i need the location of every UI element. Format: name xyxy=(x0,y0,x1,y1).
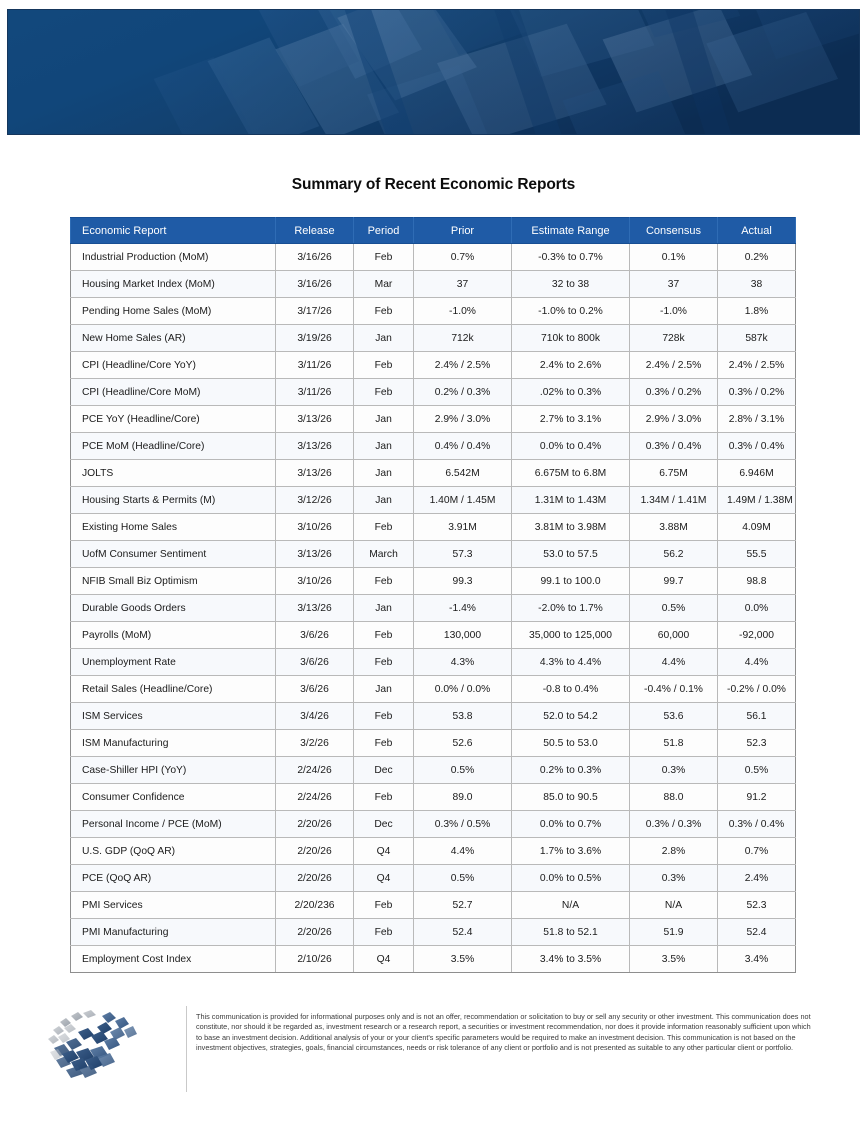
cell-report: PMI Manufacturing xyxy=(71,919,276,946)
cell-release: 2/20/26 xyxy=(276,838,354,865)
cell-period: Feb xyxy=(354,730,414,757)
cell-period: Jan xyxy=(354,325,414,352)
cell-period: Dec xyxy=(354,757,414,784)
disclaimer-text: This communication is provided for informational purposes only and is not an offer, recommendation or solicitation to buy or sell any security or other investment. This communication does not constitute, nor should it be regarded as, investment research or a research report, a securities or investment recommendation, nor does it provide information reasonably sufficient upon which to base an investment decision. Additional analysis of your or your client's specific parameters would be required to make an investment decision. This communication is not based on the investment objectives, strategies, goals, financial circumstances, needs or risk tolerance of any client or portfolio and is not presented as suitable to any other particular client or portfolio. xyxy=(196,1012,811,1053)
table-row xyxy=(71,271,796,298)
table-row xyxy=(71,325,796,352)
cell-estimate: -1.0% to 0.2% xyxy=(512,298,630,325)
cell-estimate: 0.0% to 0.7% xyxy=(512,811,630,838)
cell-consensus: -0.4% / 0.1% xyxy=(630,676,718,703)
table-row xyxy=(71,379,796,406)
table-body xyxy=(71,244,796,973)
cell-release: 2/20/26 xyxy=(276,865,354,892)
cell-consensus: 4.4% xyxy=(630,649,718,676)
cell-report: UofM Consumer Sentiment xyxy=(71,541,276,568)
cell-consensus: 0.1% xyxy=(630,244,718,271)
cell-actual: 1.49M / 1.38M xyxy=(718,487,796,514)
cell-estimate: 6.675M to 6.8M xyxy=(512,460,630,487)
cell-release: 3/13/26 xyxy=(276,406,354,433)
cell-consensus: 0.3% / 0.3% xyxy=(630,811,718,838)
cell-estimate: 1.31M to 1.43M xyxy=(512,487,630,514)
cell-estimate: -0.8 to 0.4% xyxy=(512,676,630,703)
cell-release: 3/17/26 xyxy=(276,298,354,325)
cell-period: Jan xyxy=(354,595,414,622)
cell-period: Jan xyxy=(354,433,414,460)
cell-prior: 0.5% xyxy=(414,757,512,784)
table-row xyxy=(71,892,796,919)
table-row xyxy=(71,244,796,271)
cell-actual: 2.4% xyxy=(718,865,796,892)
cell-report: CPI (Headline/Core MoM) xyxy=(71,379,276,406)
cell-actual: 3.4% xyxy=(718,946,796,973)
cell-report: CPI (Headline/Core YoY) xyxy=(71,352,276,379)
table-row xyxy=(71,433,796,460)
cell-estimate: 4.3% to 4.4% xyxy=(512,649,630,676)
cell-consensus: 0.5% xyxy=(630,595,718,622)
table-row xyxy=(71,487,796,514)
cell-estimate: 50.5 to 53.0 xyxy=(512,730,630,757)
banner-graphic-icon xyxy=(8,10,859,134)
cell-consensus: 56.2 xyxy=(630,541,718,568)
cell-prior: 99.3 xyxy=(414,568,512,595)
cell-actual: 0.3% / 0.4% xyxy=(718,811,796,838)
cell-prior: -1.4% xyxy=(414,595,512,622)
cell-period: Jan xyxy=(354,676,414,703)
page-footer xyxy=(0,1000,867,1100)
cell-actual: 0.3% / 0.4% xyxy=(718,433,796,460)
cell-consensus: 3.5% xyxy=(630,946,718,973)
cell-consensus: 6.75M xyxy=(630,460,718,487)
cell-report: Pending Home Sales (MoM) xyxy=(71,298,276,325)
cell-prior: 2.9% / 3.0% xyxy=(414,406,512,433)
cell-report: Industrial Production (MoM) xyxy=(71,244,276,271)
cell-release: 2/24/26 xyxy=(276,784,354,811)
column-header-period: Period xyxy=(354,218,414,244)
cell-consensus: 2.4% / 2.5% xyxy=(630,352,718,379)
cell-estimate: -2.0% to 1.7% xyxy=(512,595,630,622)
cell-estimate: 3.4% to 3.5% xyxy=(512,946,630,973)
cell-prior: 3.5% xyxy=(414,946,512,973)
cell-actual: 98.8 xyxy=(718,568,796,595)
cell-consensus: 2.8% xyxy=(630,838,718,865)
cell-release: 3/6/26 xyxy=(276,649,354,676)
cell-period: Feb xyxy=(354,649,414,676)
cell-release: 3/11/26 xyxy=(276,379,354,406)
cell-release: 3/4/26 xyxy=(276,703,354,730)
cell-estimate: 35,000 to 125,000 xyxy=(512,622,630,649)
cell-actual: 1.8% xyxy=(718,298,796,325)
cell-period: Feb xyxy=(354,784,414,811)
cell-estimate: 85.0 to 90.5 xyxy=(512,784,630,811)
cell-actual: 0.7% xyxy=(718,838,796,865)
cell-report: New Home Sales (AR) xyxy=(71,325,276,352)
cell-consensus: 51.9 xyxy=(630,919,718,946)
cell-prior: 53.8 xyxy=(414,703,512,730)
cell-estimate: 51.8 to 52.1 xyxy=(512,919,630,946)
cell-actual: 55.5 xyxy=(718,541,796,568)
table-row xyxy=(71,757,796,784)
table-row xyxy=(71,541,796,568)
cell-actual: 52.3 xyxy=(718,892,796,919)
cell-report: PMI Services xyxy=(71,892,276,919)
cell-consensus: N/A xyxy=(630,892,718,919)
cell-period: Feb xyxy=(354,379,414,406)
cell-prior: 0.7% xyxy=(414,244,512,271)
cell-consensus: 99.7 xyxy=(630,568,718,595)
cell-consensus: 728k xyxy=(630,325,718,352)
cell-period: Mar xyxy=(354,271,414,298)
cell-estimate: 52.0 to 54.2 xyxy=(512,703,630,730)
cell-period: March xyxy=(354,541,414,568)
column-header-prior: Prior xyxy=(414,218,512,244)
column-header-release: Release xyxy=(276,218,354,244)
cell-consensus: 88.0 xyxy=(630,784,718,811)
cell-release: 3/13/26 xyxy=(276,460,354,487)
cell-report: U.S. GDP (QoQ AR) xyxy=(71,838,276,865)
cell-actual: 0.5% xyxy=(718,757,796,784)
cell-report: Payrolls (MoM) xyxy=(71,622,276,649)
cell-prior: 0.2% / 0.3% xyxy=(414,379,512,406)
cell-consensus: 60,000 xyxy=(630,622,718,649)
cell-prior: 4.4% xyxy=(414,838,512,865)
cell-release: 2/20/236 xyxy=(276,892,354,919)
cell-prior: 52.4 xyxy=(414,919,512,946)
cell-release: 3/11/26 xyxy=(276,352,354,379)
cell-prior: 52.7 xyxy=(414,892,512,919)
cell-release: 3/6/26 xyxy=(276,622,354,649)
cell-consensus: 53.6 xyxy=(630,703,718,730)
cell-prior: 2.4% / 2.5% xyxy=(414,352,512,379)
cell-actual: 4.4% xyxy=(718,649,796,676)
cell-estimate: 0.2% to 0.3% xyxy=(512,757,630,784)
cell-period: Jan xyxy=(354,487,414,514)
cell-actual: -92,000 xyxy=(718,622,796,649)
diamond-tile-globe-logo-icon xyxy=(38,1008,148,1088)
cell-report: JOLTS xyxy=(71,460,276,487)
cell-report: Retail Sales (Headline/Core) xyxy=(71,676,276,703)
cell-actual: 0.2% xyxy=(718,244,796,271)
cell-release: 3/12/26 xyxy=(276,487,354,514)
column-header-consensus: Consensus xyxy=(630,218,718,244)
cell-period: Jan xyxy=(354,406,414,433)
cell-prior: 0.3% / 0.5% xyxy=(414,811,512,838)
cell-estimate: 2.4% to 2.6% xyxy=(512,352,630,379)
cell-period: Feb xyxy=(354,352,414,379)
cell-release: 3/2/26 xyxy=(276,730,354,757)
cell-report: Employment Cost Index xyxy=(71,946,276,973)
cell-estimate: 0.0% to 0.4% xyxy=(512,433,630,460)
cell-consensus: 0.3% xyxy=(630,757,718,784)
cell-actual: 0.3% / 0.2% xyxy=(718,379,796,406)
cell-actual: 38 xyxy=(718,271,796,298)
page-title: Summary of Recent Economic Reports xyxy=(291,176,576,193)
column-header-estimate-range: Estimate Range xyxy=(512,218,630,244)
cell-release: 2/20/26 xyxy=(276,811,354,838)
cell-estimate: 1.7% to 3.6% xyxy=(512,838,630,865)
cell-prior: 3.91M xyxy=(414,514,512,541)
cell-release: 3/6/26 xyxy=(276,676,354,703)
cell-prior: 130,000 xyxy=(414,622,512,649)
cell-period: Feb xyxy=(354,568,414,595)
cell-period: Q4 xyxy=(354,865,414,892)
cell-estimate: 2.7% to 3.1% xyxy=(512,406,630,433)
cell-period: Feb xyxy=(354,919,414,946)
cell-period: Feb xyxy=(354,703,414,730)
cell-report: NFIB Small Biz Optimism xyxy=(71,568,276,595)
cell-prior: 4.3% xyxy=(414,649,512,676)
cell-actual: 52.4 xyxy=(718,919,796,946)
table-row xyxy=(71,352,796,379)
cell-release: 3/19/26 xyxy=(276,325,354,352)
table-header-row xyxy=(71,218,796,244)
table-row xyxy=(71,946,796,973)
cell-prior: 0.0% / 0.0% xyxy=(414,676,512,703)
cell-report: Personal Income / PCE (MoM) xyxy=(71,811,276,838)
cell-estimate: 32 to 38 xyxy=(512,271,630,298)
cell-prior: 0.4% / 0.4% xyxy=(414,433,512,460)
table-row xyxy=(71,622,796,649)
cell-actual: 2.4% / 2.5% xyxy=(718,352,796,379)
footer-divider xyxy=(186,1006,187,1092)
table-row xyxy=(71,703,796,730)
cell-estimate: 3.81M to 3.98M xyxy=(512,514,630,541)
cell-period: Q4 xyxy=(354,946,414,973)
table-row xyxy=(71,298,796,325)
economic-reports-table-container xyxy=(70,217,795,973)
cell-release: 2/24/26 xyxy=(276,757,354,784)
cell-estimate: 53.0 to 57.5 xyxy=(512,541,630,568)
cell-prior: 1.40M / 1.45M xyxy=(414,487,512,514)
cell-report: ISM Services xyxy=(71,703,276,730)
cell-report: PCE MoM (Headline/Core) xyxy=(71,433,276,460)
cell-release: 2/20/26 xyxy=(276,919,354,946)
cell-release: 2/10/26 xyxy=(276,946,354,973)
table-row xyxy=(71,919,796,946)
column-header-economic-report: Economic Report xyxy=(71,218,276,244)
cell-report: ISM Manufacturing xyxy=(71,730,276,757)
cell-consensus: 0.3% / 0.4% xyxy=(630,433,718,460)
cell-prior: 89.0 xyxy=(414,784,512,811)
cell-period: Feb xyxy=(354,892,414,919)
table-row xyxy=(71,730,796,757)
cell-prior: 52.6 xyxy=(414,730,512,757)
cell-consensus: 3.88M xyxy=(630,514,718,541)
cell-estimate: 0.0% to 0.5% xyxy=(512,865,630,892)
cell-consensus: 37 xyxy=(630,271,718,298)
cell-report: Consumer Confidence xyxy=(71,784,276,811)
cell-release: 3/13/26 xyxy=(276,541,354,568)
cell-report: Housing Market Index (MoM) xyxy=(71,271,276,298)
cell-prior: 6.542M xyxy=(414,460,512,487)
table-row xyxy=(71,460,796,487)
cell-actual: 4.09M xyxy=(718,514,796,541)
table-row xyxy=(71,838,796,865)
cell-estimate: 99.1 to 100.0 xyxy=(512,568,630,595)
cell-prior: 712k xyxy=(414,325,512,352)
table-row xyxy=(71,406,796,433)
cell-release: 3/16/26 xyxy=(276,244,354,271)
header-banner xyxy=(7,9,860,135)
cell-prior: -1.0% xyxy=(414,298,512,325)
cell-actual: -0.2% / 0.0% xyxy=(718,676,796,703)
cell-actual: 91.2 xyxy=(718,784,796,811)
cell-release: 3/13/26 xyxy=(276,433,354,460)
table-row xyxy=(71,811,796,838)
table-row xyxy=(71,568,796,595)
cell-actual: 587k xyxy=(718,325,796,352)
economic-reports-table xyxy=(70,217,796,973)
cell-period: Feb xyxy=(354,298,414,325)
cell-estimate: .02% to 0.3% xyxy=(512,379,630,406)
cell-consensus: 51.8 xyxy=(630,730,718,757)
cell-report: Existing Home Sales xyxy=(71,514,276,541)
cell-consensus: -1.0% xyxy=(630,298,718,325)
cell-report: Durable Goods Orders xyxy=(71,595,276,622)
cell-period: Feb xyxy=(354,622,414,649)
cell-report: Housing Starts & Permits (M) xyxy=(71,487,276,514)
cell-estimate: 710k to 800k xyxy=(512,325,630,352)
cell-period: Dec xyxy=(354,811,414,838)
cell-period: Feb xyxy=(354,514,414,541)
company-logo xyxy=(38,1008,148,1088)
cell-consensus: 1.34M / 1.41M xyxy=(630,487,718,514)
cell-estimate: -0.3% to 0.7% xyxy=(512,244,630,271)
cell-release: 3/16/26 xyxy=(276,271,354,298)
table-row xyxy=(71,784,796,811)
cell-actual: 6.946M xyxy=(718,460,796,487)
table-row xyxy=(71,649,796,676)
cell-prior: 37 xyxy=(414,271,512,298)
cell-period: Feb xyxy=(354,244,414,271)
cell-consensus: 2.9% / 3.0% xyxy=(630,406,718,433)
cell-actual: 56.1 xyxy=(718,703,796,730)
cell-release: 3/13/26 xyxy=(276,595,354,622)
table-row xyxy=(71,676,796,703)
table-row xyxy=(71,595,796,622)
cell-consensus: 0.3% / 0.2% xyxy=(630,379,718,406)
cell-release: 3/10/26 xyxy=(276,568,354,595)
cell-report: PCE YoY (Headline/Core) xyxy=(71,406,276,433)
cell-estimate: N/A xyxy=(512,892,630,919)
cell-report: Unemployment Rate xyxy=(71,649,276,676)
table-row xyxy=(71,514,796,541)
cell-report: Case-Shiller HPI (YoY) xyxy=(71,757,276,784)
cell-prior: 57.3 xyxy=(414,541,512,568)
cell-actual: 52.3 xyxy=(718,730,796,757)
table-row xyxy=(71,865,796,892)
column-header-actual: Actual xyxy=(718,218,796,244)
cell-actual: 2.8% / 3.1% xyxy=(718,406,796,433)
cell-actual: 0.0% xyxy=(718,595,796,622)
cell-release: 3/10/26 xyxy=(276,514,354,541)
cell-prior: 0.5% xyxy=(414,865,512,892)
cell-period: Q4 xyxy=(354,838,414,865)
cell-period: Jan xyxy=(354,460,414,487)
cell-report: PCE (QoQ AR) xyxy=(71,865,276,892)
cell-consensus: 0.3% xyxy=(630,865,718,892)
